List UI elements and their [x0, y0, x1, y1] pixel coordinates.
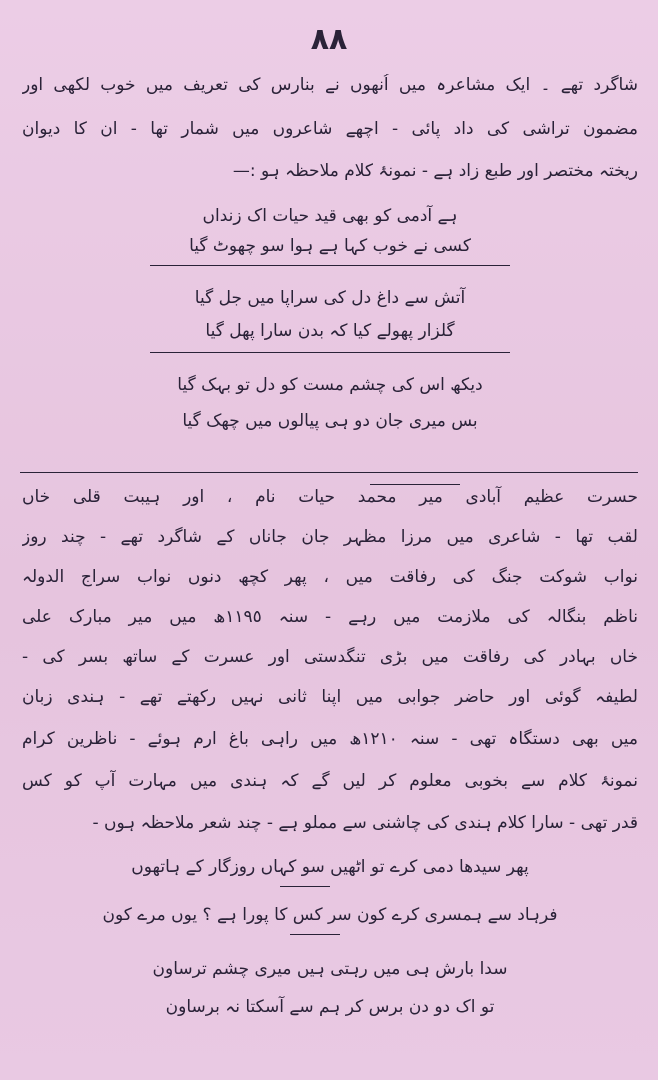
verse-line: سدا بارش ہی میں رہتی ہیں میری چشم ترساون — [152, 959, 508, 979]
prose-line: شاگرد تھے ۔ ایک مشاعرہ میں اُنھوں نے بنارس کی تعریف میں خوب لکھی اور — [22, 75, 638, 95]
prose-line: خاں بہادر کی رفاقت میں بڑی تنگدستی اور عسرت کے ساتھ بسر کی - — [22, 647, 638, 667]
verse-line: تو اک دو دن برس کر ہم سے آسکتا نہ برساون — [165, 997, 495, 1017]
prose-line: مضمون تراشی کی داد پائی - اچھے شاعروں میں شمار تھا - ان کا دیوان — [22, 119, 638, 139]
verse-line: آتش سے داغ دل کی سراپا میں جل گیا — [194, 288, 466, 308]
prose-line: قدر تھی - سارا کلام ہندی کی چاشنی سے مملو ہے - چند شعر ملاحظہ ہوں - — [92, 813, 638, 833]
page-number: ٨٨ — [310, 22, 348, 57]
verse-line: پھر سیدھا دمی کرے تو اٹھیں سو کہاں روزگار کے ہاتھوں — [131, 857, 529, 877]
verse-line: ہے آدمی کو بھی قید حیات اک زنداں — [202, 206, 458, 226]
prose-line: لقب تھا - شاعری میں مرزا مظہر جان جاناں کے شاگرد تھے - چند روز — [22, 527, 638, 547]
prose-line: ناظم بنگالہ کی ملازمت میں رہے - سنہ ١١٩٥ھ میں میر مبارک علی — [22, 607, 638, 627]
verse-line: دیکھ اس کی چشم مست کو دل تو بہک گیا — [177, 375, 483, 395]
prose-line: نواب شوکت جنگ کی رفاقت میں ، پھر کچھ دنوں نواب سراج الدولہ — [22, 567, 638, 587]
section-divider — [20, 472, 638, 473]
verse-divider — [150, 352, 510, 353]
verse-line: کسی نے خوب کہا ہے ہوا سو چھوٹ گیا — [189, 236, 471, 256]
verse-line: گلزار پھولے کیا کہ بدن سارا پھل گیا — [205, 321, 455, 341]
prose-line: ریختہ مختصر اور طبع زاد ہے - نمونۂ کلام ملاحظہ ہو :— — [232, 161, 638, 181]
verse-line: فرہاد سے ہمسری کرے کون سر کس کا پورا ہے ؟ یوں مرے کون — [102, 905, 558, 925]
verse-line: بس میری جان دو ہی پیالوں میں چھک گیا — [182, 411, 478, 431]
prose-line: لطیفہ گوئی اور حاضر جوابی میں اپنا ثانی نہیں رکھتے تھے - ہندی زبان — [22, 687, 638, 707]
prose-line: حسرت عظیم آبادی میر محمد حیات نام ، اور ہیبت قلی خاں — [22, 487, 638, 507]
name-underline — [370, 484, 460, 485]
verse-divider — [150, 265, 510, 266]
verse-divider — [290, 934, 340, 935]
verse-divider — [280, 886, 330, 887]
prose-line: میں بھی دستگاہ تھی - سنہ ١٢١٠ھ میں راہی باغ ارم ہوئے - ناظرین کرام — [22, 729, 638, 749]
prose-line: نمونۂ کلام سے بخوبی معلوم کر لیں گے کہ ہندی میں مہارت آپ کو کس — [22, 771, 638, 791]
